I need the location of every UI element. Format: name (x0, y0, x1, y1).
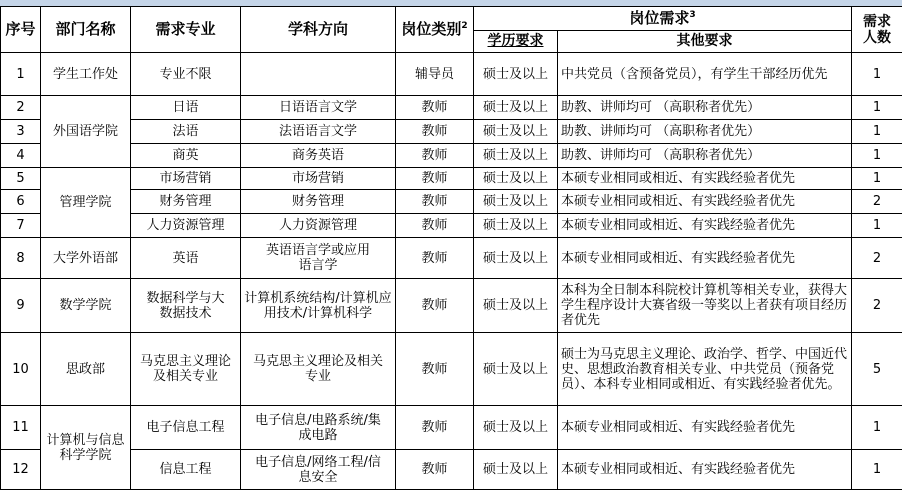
cell-edu: 硕士及以上 (474, 168, 558, 190)
table-row (1, 279, 902, 333)
header-post-req: 岗位需求$^3$ (474, 7, 852, 31)
cell-other: 本硕专业相同或相近、有实践经验者优先 (558, 214, 852, 238)
cell-other: 本硕专业相同或相近、有实践经验者优先 (558, 168, 852, 190)
table-row (1, 238, 902, 279)
header-post-type: 岗位类别$^2$ (396, 7, 474, 53)
cell-seq: 10 (1, 333, 41, 406)
cell-other: 本硕专业相同或相近、有实践经验者优先 (558, 450, 852, 490)
header-edu: 学历要求 (474, 31, 558, 53)
cell-dept: 管理学院 (41, 168, 131, 238)
cell-type: 教师 (396, 279, 474, 333)
cell-count: 1 (852, 214, 902, 238)
cell-other: 中共党员（含预备党员），有学生干部经历优先 (558, 53, 852, 96)
cell-direction: 马克思主义理论及相关专业 (241, 333, 396, 406)
cell-edu: 硕士及以上 (474, 238, 558, 279)
cell-major: 数据科学与大数据技术 (131, 279, 241, 333)
table-row (1, 450, 902, 490)
cell-seq: 9 (1, 279, 41, 333)
header-direction: 学科方向 (241, 7, 396, 53)
cell-edu: 硕士及以上 (474, 279, 558, 333)
cell-seq: 1 (1, 53, 41, 96)
cell-dept: 学生工作处 (41, 53, 131, 96)
cell-direction: 日语语言文学 (241, 96, 396, 120)
table-row (1, 406, 902, 450)
cell-count: 1 (852, 53, 902, 96)
cell-major: 日语 (131, 96, 241, 120)
cell-major: 市场营销 (131, 168, 241, 190)
cell-major: 商英 (131, 144, 241, 168)
cell-major: 人力资源管理 (131, 214, 241, 238)
cell-type: 教师 (396, 406, 474, 450)
table-row (1, 96, 902, 120)
table-row (1, 120, 902, 144)
header-dept: 部门名称 (41, 7, 131, 53)
cell-type: 教师 (396, 214, 474, 238)
cell-count: 1 (852, 96, 902, 120)
cell-direction: 电子信息/电路系统/集成电路 (241, 406, 396, 450)
cell-other: 本硕专业相同或相近、有实践经验者优先 (558, 238, 852, 279)
cell-other: 助教、讲师均可 （高职称者优先） (558, 96, 852, 120)
cell-type: 教师 (396, 96, 474, 120)
cell-count: 2 (852, 238, 902, 279)
cell-edu: 硕士及以上 (474, 53, 558, 96)
cell-seq: 3 (1, 120, 41, 144)
cell-direction: 英语语言学或应用语言学 (241, 238, 396, 279)
recruitment-table (0, 6, 902, 490)
cell-type: 教师 (396, 238, 474, 279)
cell-dept: 外国语学院 (41, 96, 131, 168)
cell-major: 专业不限 (131, 53, 241, 96)
cell-other: 本硕专业相同或相近、有实践经验者优先 (558, 406, 852, 450)
cell-seq: 7 (1, 214, 41, 238)
cell-type: 教师 (396, 168, 474, 190)
cell-edu: 硕士及以上 (474, 450, 558, 490)
cell-dept: 思政部 (41, 333, 131, 406)
cell-direction: 计算机系统结构/计算机应用技术/计算机科学 (241, 279, 396, 333)
cell-count: 2 (852, 190, 902, 214)
cell-count: 1 (852, 406, 902, 450)
header-other: 其他要求 (558, 31, 852, 53)
cell-type: 教师 (396, 144, 474, 168)
cell-major: 电子信息工程 (131, 406, 241, 450)
cell-direction: 人力资源管理 (241, 214, 396, 238)
cell-direction: 电子信息/网络工程/信息安全 (241, 450, 396, 490)
cell-seq: 11 (1, 406, 41, 450)
cell-edu: 硕士及以上 (474, 190, 558, 214)
table-row (1, 214, 902, 238)
cell-seq: 12 (1, 450, 41, 490)
cell-seq: 8 (1, 238, 41, 279)
cell-seq: 2 (1, 96, 41, 120)
table-row (1, 333, 902, 406)
cell-edu: 硕士及以上 (474, 96, 558, 120)
table-row (1, 53, 902, 96)
cell-major: 财务管理 (131, 190, 241, 214)
cell-seq: 6 (1, 190, 41, 214)
header-seq: 序号 (1, 7, 41, 53)
cell-dept: 大学外语部 (41, 238, 131, 279)
cell-other: 本硕专业相同或相近、有实践经验者优先 (558, 190, 852, 214)
cell-major: 马克思主义理论及相关专业 (131, 333, 241, 406)
cell-direction: 法语语言文学 (241, 120, 396, 144)
header-count: 需求人数 (852, 7, 902, 53)
table-row (1, 190, 902, 214)
cell-count: 5 (852, 333, 902, 406)
cell-type: 教师 (396, 120, 474, 144)
cell-count: 1 (852, 120, 902, 144)
cell-type: 教师 (396, 450, 474, 490)
cell-direction: 市场营销 (241, 168, 396, 190)
table-row (1, 168, 902, 190)
cell-seq: 5 (1, 168, 41, 190)
cell-other: 助教、讲师均可 （高职称者优先） (558, 120, 852, 144)
cell-edu: 硕士及以上 (474, 333, 558, 406)
cell-other: 助教、讲师均可 （高职称者优先） (558, 144, 852, 168)
cell-major: 英语 (131, 238, 241, 279)
cell-type: 教师 (396, 190, 474, 214)
cell-dept: 数学学院 (41, 279, 131, 333)
cell-other: 本科为全日制本科院校计算机等相关专业，获得大学生程序设计大赛省级一等奖以上者获有项目经历者优先 (558, 279, 852, 333)
cell-edu: 硕士及以上 (474, 406, 558, 450)
cell-count: 1 (852, 168, 902, 190)
cell-direction: 商务英语 (241, 144, 396, 168)
cell-type: 辅导员 (396, 53, 474, 96)
cell-edu: 硕士及以上 (474, 120, 558, 144)
cell-dept: 计算机与信息科学学院 (41, 406, 131, 490)
cell-major: 法语 (131, 120, 241, 144)
cell-count: 1 (852, 450, 902, 490)
cell-edu: 硕士及以上 (474, 214, 558, 238)
header-major: 需求专业 (131, 7, 241, 53)
header-row-1 (1, 7, 902, 31)
cell-count: 2 (852, 279, 902, 333)
cell-seq: 4 (1, 144, 41, 168)
cell-other: 硕士为马克思主义理论、政治学、哲学、中国近代史、思想政治教育相关专业、中共党员（预备党员）、本科专业相同或相近、有实践经验者优先。 (558, 333, 852, 406)
cell-edu: 硕士及以上 (474, 144, 558, 168)
cell-direction: 财务管理 (241, 190, 396, 214)
cell-count: 1 (852, 144, 902, 168)
cell-type: 教师 (396, 333, 474, 406)
cell-direction (241, 53, 396, 96)
table-row (1, 144, 902, 168)
cell-major: 信息工程 (131, 450, 241, 490)
